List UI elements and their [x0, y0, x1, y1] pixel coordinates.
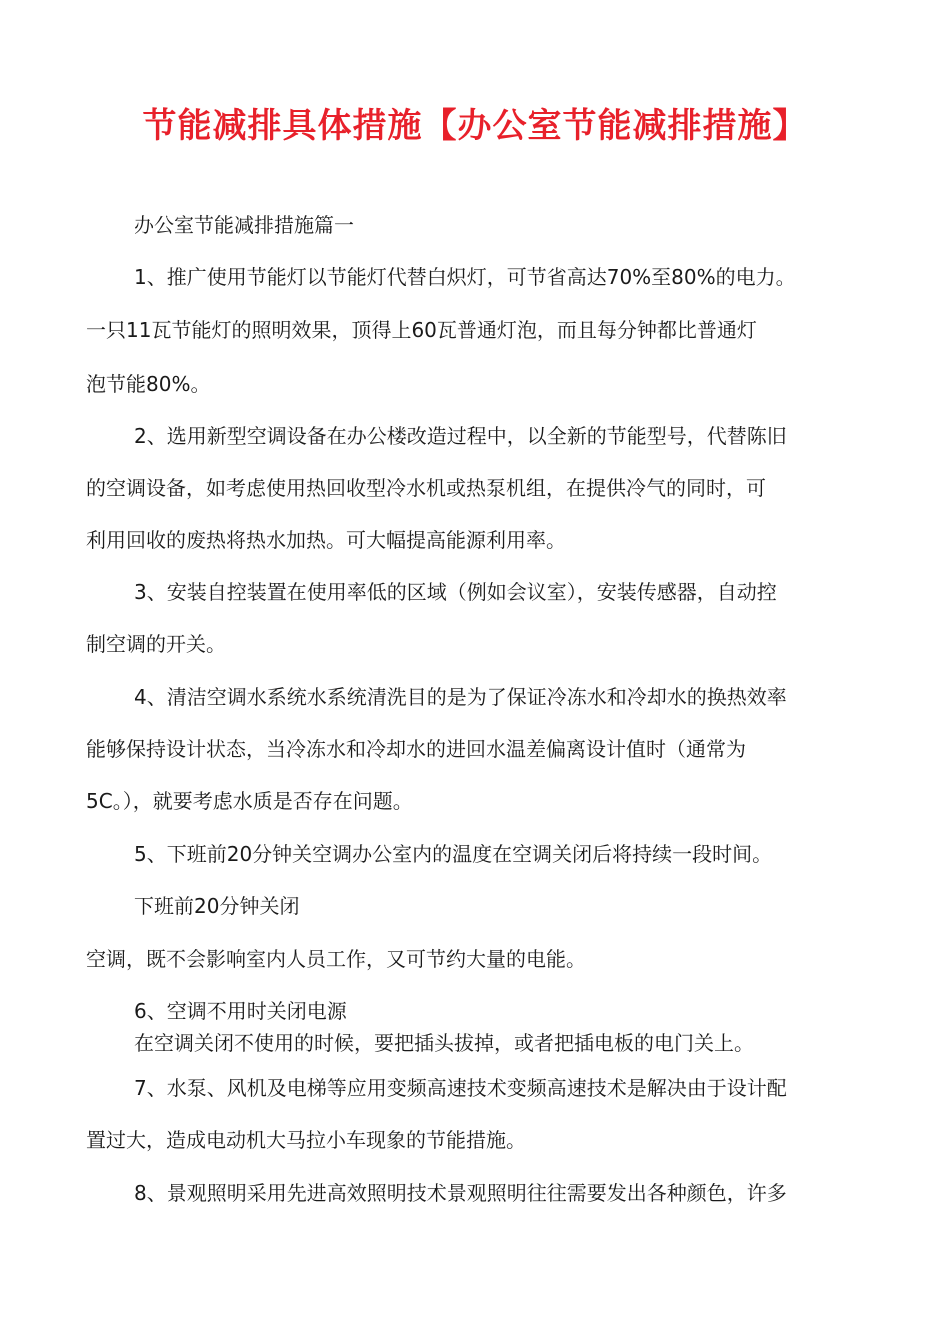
text-line: 5C。），就要考虑水质是否存在问题。	[86, 789, 413, 813]
text-line: 8、景观照明采用先进高效照明技术景观照明往往需要发出各种颜色，许多	[134, 1181, 787, 1205]
text-line: 6、空调不用时关闭电源	[134, 999, 347, 1023]
document-title: 节能减排具体措施【办公室节能减排措施】	[142, 106, 808, 146]
text-line: 的空调设备，如考虑使用热回收型冷水机或热泵机组，在提供冷气的同时，可	[86, 476, 766, 500]
text-line: 空调，既不会影响室内人员工作，又可节约大量的电能。	[86, 947, 586, 971]
text-line: 置过大，造成电动机大马拉小车现象的节能措施。	[86, 1128, 526, 1152]
text-line: 7、水泵、风机及电梯等应用变频高速技术变频高速技术是解决由于设计配	[134, 1076, 787, 1100]
text-line: 制空调的开关。	[86, 632, 226, 656]
text-line: 1、推广使用节能灯以节能灯代替白炽灯，可节省高达70%至80%的电力。	[134, 265, 796, 289]
text-line: 能够保持设计状态，当冷冻水和冷却水的进回水温差偏离设计值时（通常为	[86, 737, 746, 761]
text-line: 一只11瓦节能灯的照明效果，顶得上60瓦普通灯泡，而且每分钟都比普通灯	[86, 318, 757, 342]
text-line: 4、清洁空调水系统水系统清洗目的是为了保证冷冻水和冷却水的换热效率	[134, 685, 787, 709]
text-line: 办公室节能减排措施篇一	[134, 213, 354, 237]
text-line: 5、下班前20分钟关空调办公室内的温度在空调关闭后将持续一段时间。	[134, 842, 773, 866]
text-line: 3、安装自控装置在使用率低的区域（例如会议室），安装传感器，自动控	[134, 580, 777, 604]
text-line: 2、选用新型空调设备在办公楼改造过程中，以全新的节能型号，代替陈旧	[134, 424, 787, 448]
text-line: 下班前20分钟关闭	[134, 894, 300, 918]
text-line: 在空调关闭不使用的时候，要把插头拔掉，或者把插电板的电门关上。	[134, 1031, 754, 1055]
text-line: 利用回收的废热将热水加热。可大幅提高能源利用率。	[86, 528, 566, 552]
text-line: 泡节能80%。	[86, 372, 211, 396]
